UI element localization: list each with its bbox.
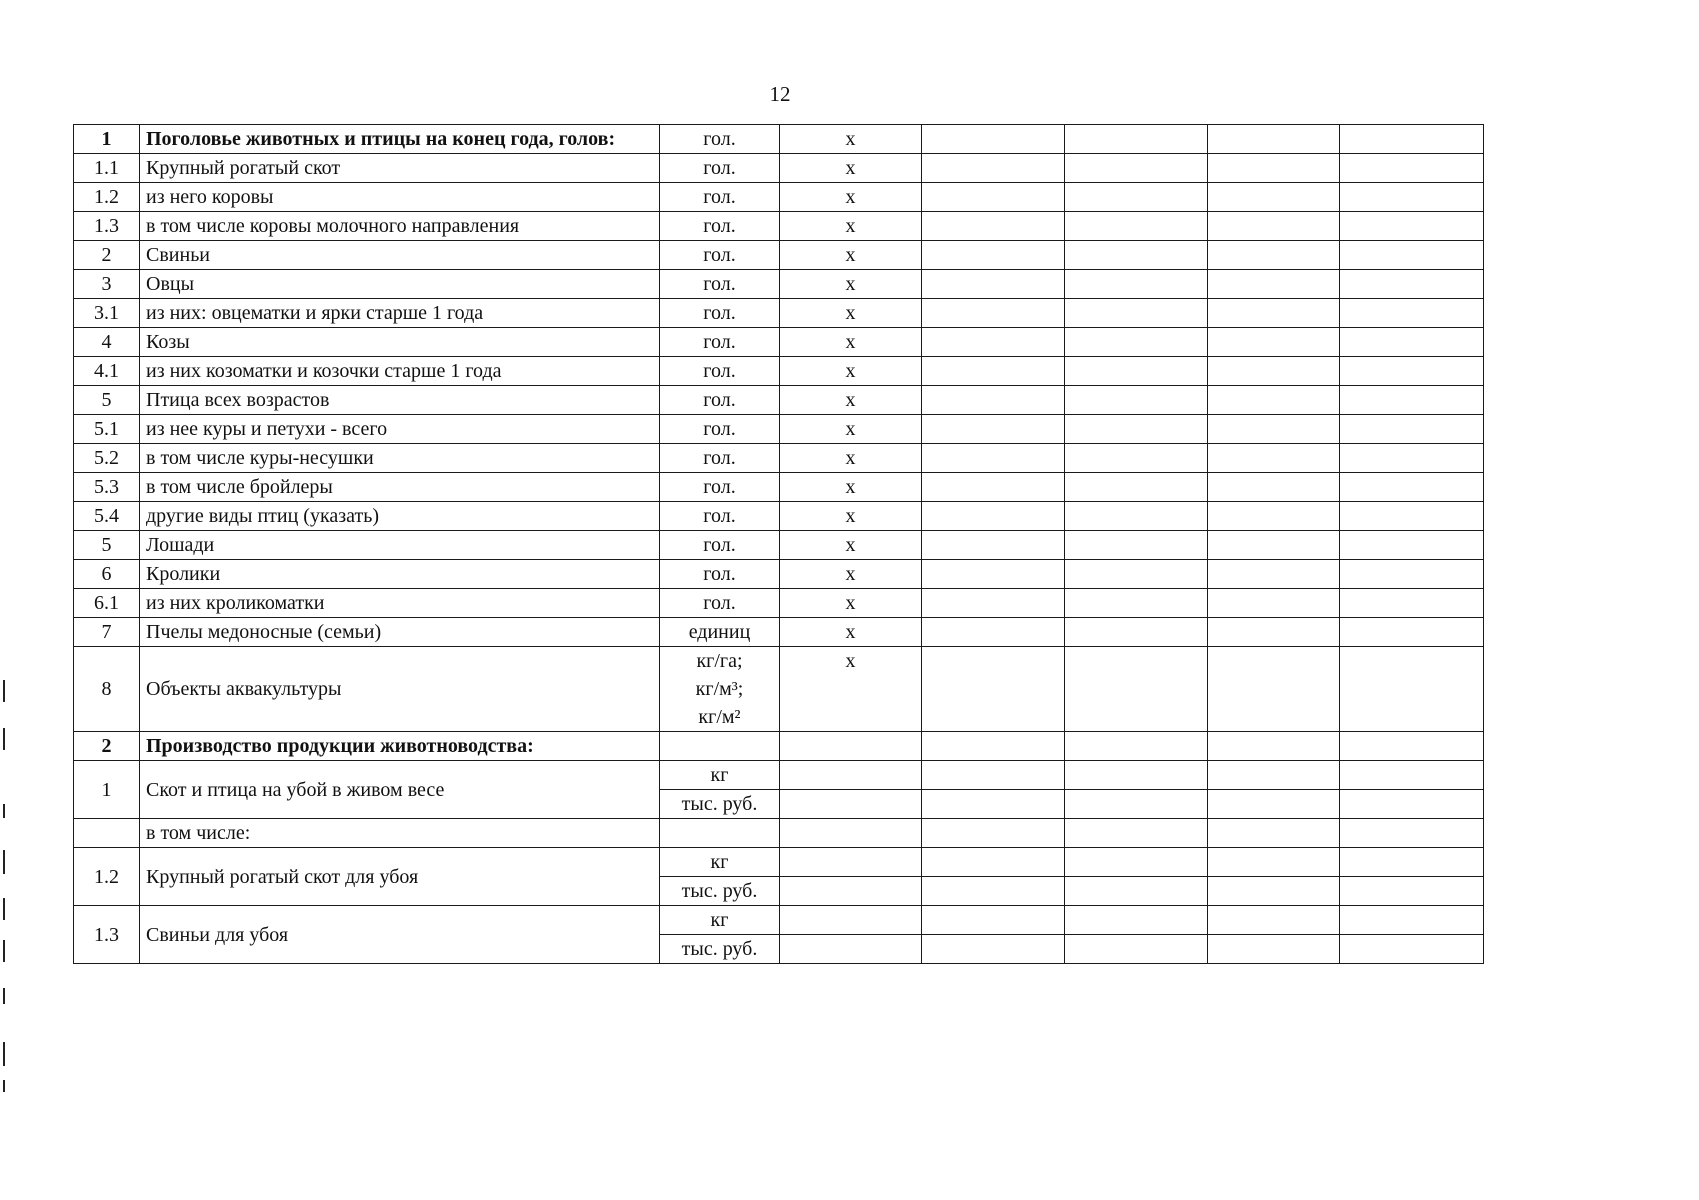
entry-cell-col-8[interactable] <box>1340 183 1484 212</box>
table-row <box>74 906 1484 935</box>
entry-cell-col-8[interactable] <box>1340 531 1484 560</box>
row-unit: гол. <box>660 212 780 241</box>
row-name: Свиньи <box>140 241 660 270</box>
row-number: 5.4 <box>74 502 140 531</box>
entry-cell-col-5[interactable] <box>922 212 1065 241</box>
row-unit: кг <box>660 761 780 790</box>
row-number: 5 <box>74 531 140 560</box>
entry-cell-col-7[interactable] <box>1208 618 1340 647</box>
row-unit: тыс. руб. <box>660 877 780 906</box>
table-row <box>74 328 1484 357</box>
row-x-mark: х <box>780 589 922 618</box>
row-unit: гол. <box>660 386 780 415</box>
row-unit <box>660 732 780 761</box>
entry-cell-col-5[interactable] <box>922 270 1065 299</box>
row-x-mark: х <box>780 299 922 328</box>
entry-cell-col-8[interactable] <box>1340 125 1484 154</box>
entry-cell-col-6[interactable] <box>1065 732 1208 761</box>
row-number: 1.1 <box>74 154 140 183</box>
entry-cell-col-5[interactable] <box>922 618 1065 647</box>
table-row <box>74 502 1484 531</box>
row-number: 3 <box>74 270 140 299</box>
entry-cell-col-7[interactable] <box>1208 589 1340 618</box>
entry-cell-col-6[interactable] <box>1065 154 1208 183</box>
entry-cell-col-7[interactable] <box>1208 299 1340 328</box>
row-number: 4.1 <box>74 357 140 386</box>
row-number: 1 <box>74 125 140 154</box>
entry-cell-col-6[interactable] <box>1065 212 1208 241</box>
entry-cell-col-7[interactable] <box>1208 154 1340 183</box>
row-x-mark: х <box>780 386 922 415</box>
row-number: 5.2 <box>74 444 140 473</box>
table-row <box>74 732 1484 761</box>
table-row <box>74 125 1484 154</box>
entry-cell-col-6[interactable] <box>1065 270 1208 299</box>
entry-cell-col-8[interactable] <box>1340 154 1484 183</box>
entry-cell-col-7[interactable] <box>1208 761 1340 790</box>
row-x-mark: х <box>780 647 922 732</box>
table-row <box>74 299 1484 328</box>
row-unit: гол. <box>660 183 780 212</box>
table-row <box>74 154 1484 183</box>
livestock-table <box>73 124 1484 964</box>
entry-cell-col-7[interactable] <box>1208 877 1340 906</box>
row-number: 3.1 <box>74 299 140 328</box>
row-number: 2 <box>74 732 140 761</box>
entry-cell-col-5[interactable] <box>922 183 1065 212</box>
row-name: другие виды птиц (указать) <box>140 502 660 531</box>
row-name: из них козоматки и козочки старше 1 года <box>140 357 660 386</box>
entry-cell-col-5[interactable] <box>922 531 1065 560</box>
entry-cell-col-8[interactable] <box>1340 270 1484 299</box>
entry-cell-col-8[interactable] <box>1340 241 1484 270</box>
row-number: 4 <box>74 328 140 357</box>
entry-cell-col-5[interactable] <box>922 560 1065 589</box>
entry-cell-col-7[interactable] <box>1208 270 1340 299</box>
row-name: из них: овцематки и ярки старше 1 года <box>140 299 660 328</box>
entry-cell-col-6[interactable] <box>1065 473 1208 502</box>
entry-cell-col-6[interactable] <box>1065 560 1208 589</box>
entry-cell-col-5[interactable] <box>922 328 1065 357</box>
row-name: Кролики <box>140 560 660 589</box>
row-name: Овцы <box>140 270 660 299</box>
entry-cell-col-5[interactable] <box>922 386 1065 415</box>
entry-cell-col-8[interactable] <box>1340 328 1484 357</box>
row-name: Птица всех возрастов <box>140 386 660 415</box>
row-unit: гол. <box>660 502 780 531</box>
entry-cell-col-7[interactable] <box>1208 125 1340 154</box>
table-row <box>74 560 1484 589</box>
row-name: Свиньи для убоя <box>140 906 660 964</box>
row-number: 5 <box>74 386 140 415</box>
row-unit: гол. <box>660 357 780 386</box>
row-name: Производство продукции животноводства: <box>140 732 660 761</box>
table-row <box>74 531 1484 560</box>
entry-cell-col-8[interactable] <box>1340 618 1484 647</box>
entry-cell-col-6[interactable] <box>1065 444 1208 473</box>
row-unit: единиц <box>660 618 780 647</box>
table-row <box>74 183 1484 212</box>
entry-cell-col-5[interactable] <box>922 241 1065 270</box>
entry-cell-col-7[interactable] <box>1208 819 1340 848</box>
row-name: в том числе коровы молочного направления <box>140 212 660 241</box>
row-unit: гол. <box>660 125 780 154</box>
entry-cell-col-6[interactable] <box>1065 589 1208 618</box>
entry-cell-col-7[interactable] <box>1208 241 1340 270</box>
row-number: 6.1 <box>74 589 140 618</box>
row-number: 1.3 <box>74 906 140 964</box>
entry-cell-col-6[interactable] <box>1065 906 1208 935</box>
entry-cell-col-6[interactable] <box>1065 647 1208 732</box>
entry-cell-col-8[interactable] <box>1340 906 1484 935</box>
entry-cell-col-4[interactable] <box>780 819 922 848</box>
page-number: 12 <box>769 82 791 106</box>
entry-cell-col-6[interactable] <box>1065 386 1208 415</box>
row-x-mark: х <box>780 444 922 473</box>
entry-cell-col-6[interactable] <box>1065 819 1208 848</box>
row-x-mark: х <box>780 502 922 531</box>
table-row <box>74 212 1484 241</box>
table-row <box>74 241 1484 270</box>
entry-cell-col-6[interactable] <box>1065 125 1208 154</box>
entry-cell-col-5[interactable] <box>922 415 1065 444</box>
row-name: из нее куры и петухи - всего <box>140 415 660 444</box>
row-name: в том числе куры-несушки <box>140 444 660 473</box>
entry-cell-col-6[interactable] <box>1065 761 1208 790</box>
entry-cell-col-5[interactable] <box>922 906 1065 935</box>
entry-cell-col-5[interactable] <box>922 790 1065 819</box>
table-body <box>74 125 1484 964</box>
entry-cell-col-5[interactable] <box>922 444 1065 473</box>
entry-cell-col-6[interactable] <box>1065 357 1208 386</box>
row-unit: гол. <box>660 241 780 270</box>
unit-line: кг/га; <box>696 650 743 672</box>
entry-cell-col-7[interactable] <box>1208 183 1340 212</box>
entry-cell-col-8[interactable] <box>1340 473 1484 502</box>
entry-cell-col-7[interactable] <box>1208 328 1340 357</box>
entry-cell-col-4[interactable] <box>780 790 922 819</box>
row-x-mark: х <box>780 618 922 647</box>
row-name: Пчелы медоносные (семьи) <box>140 618 660 647</box>
entry-cell-col-7[interactable] <box>1208 790 1340 819</box>
entry-cell-col-6[interactable] <box>1065 415 1208 444</box>
entry-cell-col-8[interactable] <box>1340 819 1484 848</box>
row-number: 7 <box>74 618 140 647</box>
row-x-mark: х <box>780 154 922 183</box>
row-unit: гол. <box>660 328 780 357</box>
entry-cell-col-5[interactable] <box>922 935 1065 964</box>
entry-cell-col-8[interactable] <box>1340 212 1484 241</box>
unit-line: кг/м² <box>698 706 741 728</box>
row-number: 8 <box>74 647 140 732</box>
table-row <box>74 618 1484 647</box>
entry-cell-col-8[interactable] <box>1340 357 1484 386</box>
entry-cell-col-7[interactable] <box>1208 386 1340 415</box>
row-unit: кг <box>660 848 780 877</box>
row-unit: гол. <box>660 154 780 183</box>
entry-cell-col-5[interactable] <box>922 848 1065 877</box>
entry-cell-col-6[interactable] <box>1065 935 1208 964</box>
entry-cell-col-4[interactable] <box>780 848 922 877</box>
row-name: Козы <box>140 328 660 357</box>
entry-cell-col-7[interactable] <box>1208 357 1340 386</box>
row-unit: тыс. руб. <box>660 790 780 819</box>
row-x-mark: х <box>780 473 922 502</box>
entry-cell-col-5[interactable] <box>922 761 1065 790</box>
row-name: Поголовье животных и птицы на конец года, голов: <box>140 125 660 154</box>
entry-cell-col-6[interactable] <box>1065 877 1208 906</box>
row-x-mark: х <box>780 560 922 589</box>
row-name: из него коровы <box>140 183 660 212</box>
table-row <box>74 444 1484 473</box>
entry-cell-col-6[interactable] <box>1065 848 1208 877</box>
table-row <box>74 386 1484 415</box>
entry-cell-col-7[interactable] <box>1208 732 1340 761</box>
entry-cell-col-7[interactable] <box>1208 906 1340 935</box>
entry-cell-col-7[interactable] <box>1208 444 1340 473</box>
entry-cell-col-4[interactable] <box>780 935 922 964</box>
row-x-mark: х <box>780 415 922 444</box>
entry-cell-col-6[interactable] <box>1065 241 1208 270</box>
entry-cell-col-5[interactable] <box>922 299 1065 328</box>
row-x-mark: х <box>780 270 922 299</box>
table-row <box>74 357 1484 386</box>
row-name: в том числе бройлеры <box>140 473 660 502</box>
row-number: 5.3 <box>74 473 140 502</box>
entry-cell-col-5[interactable] <box>922 589 1065 618</box>
row-unit: кг <box>660 906 780 935</box>
entry-cell-col-8[interactable] <box>1340 732 1484 761</box>
entry-cell-col-6[interactable] <box>1065 299 1208 328</box>
entry-cell-col-8[interactable] <box>1340 935 1484 964</box>
row-x-mark: х <box>780 183 922 212</box>
entry-cell-col-8[interactable] <box>1340 415 1484 444</box>
entry-cell-col-8[interactable] <box>1340 560 1484 589</box>
entry-cell-col-5[interactable] <box>922 502 1065 531</box>
entry-cell-col-6[interactable] <box>1065 183 1208 212</box>
entry-cell-col-6[interactable] <box>1065 618 1208 647</box>
entry-cell-col-5[interactable] <box>922 473 1065 502</box>
entry-cell-col-7[interactable] <box>1208 473 1340 502</box>
row-number <box>74 819 140 848</box>
entry-cell-col-8[interactable] <box>1340 647 1484 732</box>
row-unit: гол. <box>660 270 780 299</box>
entry-cell-col-7[interactable] <box>1208 415 1340 444</box>
row-x-mark: х <box>780 241 922 270</box>
entry-cell-col-8[interactable] <box>1340 848 1484 877</box>
entry-cell-col-5[interactable] <box>922 647 1065 732</box>
entry-cell-col-5[interactable] <box>922 877 1065 906</box>
entry-cell-col-7[interactable] <box>1208 502 1340 531</box>
row-unit <box>660 819 780 848</box>
row-unit: тыс. руб. <box>660 935 780 964</box>
entry-cell-col-7[interactable] <box>1208 212 1340 241</box>
entry-cell-col-5[interactable] <box>922 125 1065 154</box>
unit-line: кг/м³; <box>695 678 744 700</box>
row-name: Крупный рогатый скот <box>140 154 660 183</box>
row-number: 2 <box>74 241 140 270</box>
table-row <box>74 473 1484 502</box>
entry-cell-col-5[interactable] <box>922 819 1065 848</box>
entry-cell-col-7[interactable] <box>1208 935 1340 964</box>
row-number: 1.2 <box>74 183 140 212</box>
entry-cell-col-7[interactable] <box>1208 531 1340 560</box>
row-number: 1.3 <box>74 212 140 241</box>
row-x-mark: х <box>780 328 922 357</box>
row-name: Лошади <box>140 531 660 560</box>
table-row <box>74 761 1484 790</box>
entry-cell-col-4[interactable] <box>780 761 922 790</box>
entry-cell-col-5[interactable] <box>922 357 1065 386</box>
row-x-mark: х <box>780 125 922 154</box>
table-row <box>74 415 1484 444</box>
entry-cell-col-8[interactable] <box>1340 444 1484 473</box>
entry-cell-col-5[interactable] <box>922 154 1065 183</box>
row-number: 6 <box>74 560 140 589</box>
row-unit: гол. <box>660 299 780 328</box>
entry-cell-col-6[interactable] <box>1065 531 1208 560</box>
row-name: в том числе: <box>140 819 660 848</box>
entry-cell-col-8[interactable] <box>1340 877 1484 906</box>
entry-cell-col-4[interactable] <box>780 732 922 761</box>
entry-cell-col-6[interactable] <box>1065 790 1208 819</box>
entry-cell-col-8[interactable] <box>1340 299 1484 328</box>
row-unit <box>660 647 780 732</box>
row-x-mark: х <box>780 357 922 386</box>
row-unit: гол. <box>660 531 780 560</box>
entry-cell-col-7[interactable] <box>1208 848 1340 877</box>
entry-cell-col-8[interactable] <box>1340 589 1484 618</box>
entry-cell-col-7[interactable] <box>1208 647 1340 732</box>
row-name: из них кроликоматки <box>140 589 660 618</box>
row-name: Крупный рогатый скот для убоя <box>140 848 660 906</box>
row-unit: гол. <box>660 560 780 589</box>
entry-cell-col-7[interactable] <box>1208 560 1340 589</box>
entry-cell-col-6[interactable] <box>1065 502 1208 531</box>
table-row <box>74 848 1484 877</box>
entry-cell-col-4[interactable] <box>780 906 922 935</box>
table-row <box>74 589 1484 618</box>
row-number: 1 <box>74 761 140 819</box>
row-name: Объекты аквакультуры <box>140 647 660 732</box>
row-number: 1.2 <box>74 848 140 906</box>
row-unit: гол. <box>660 473 780 502</box>
row-x-mark: х <box>780 531 922 560</box>
entry-cell-col-8[interactable] <box>1340 386 1484 415</box>
row-unit: гол. <box>660 589 780 618</box>
entry-cell-col-8[interactable] <box>1340 790 1484 819</box>
row-unit: гол. <box>660 444 780 473</box>
entry-cell-col-5[interactable] <box>922 732 1065 761</box>
row-number: 5.1 <box>74 415 140 444</box>
entry-cell-col-8[interactable] <box>1340 761 1484 790</box>
entry-cell-col-6[interactable] <box>1065 328 1208 357</box>
table-row <box>74 819 1484 848</box>
entry-cell-col-8[interactable] <box>1340 502 1484 531</box>
row-x-mark: х <box>780 212 922 241</box>
table-row <box>74 270 1484 299</box>
row-name: Скот и птица на убой в живом весе <box>140 761 660 819</box>
row-unit: гол. <box>660 415 780 444</box>
table-row <box>74 647 1484 732</box>
entry-cell-col-4[interactable] <box>780 877 922 906</box>
